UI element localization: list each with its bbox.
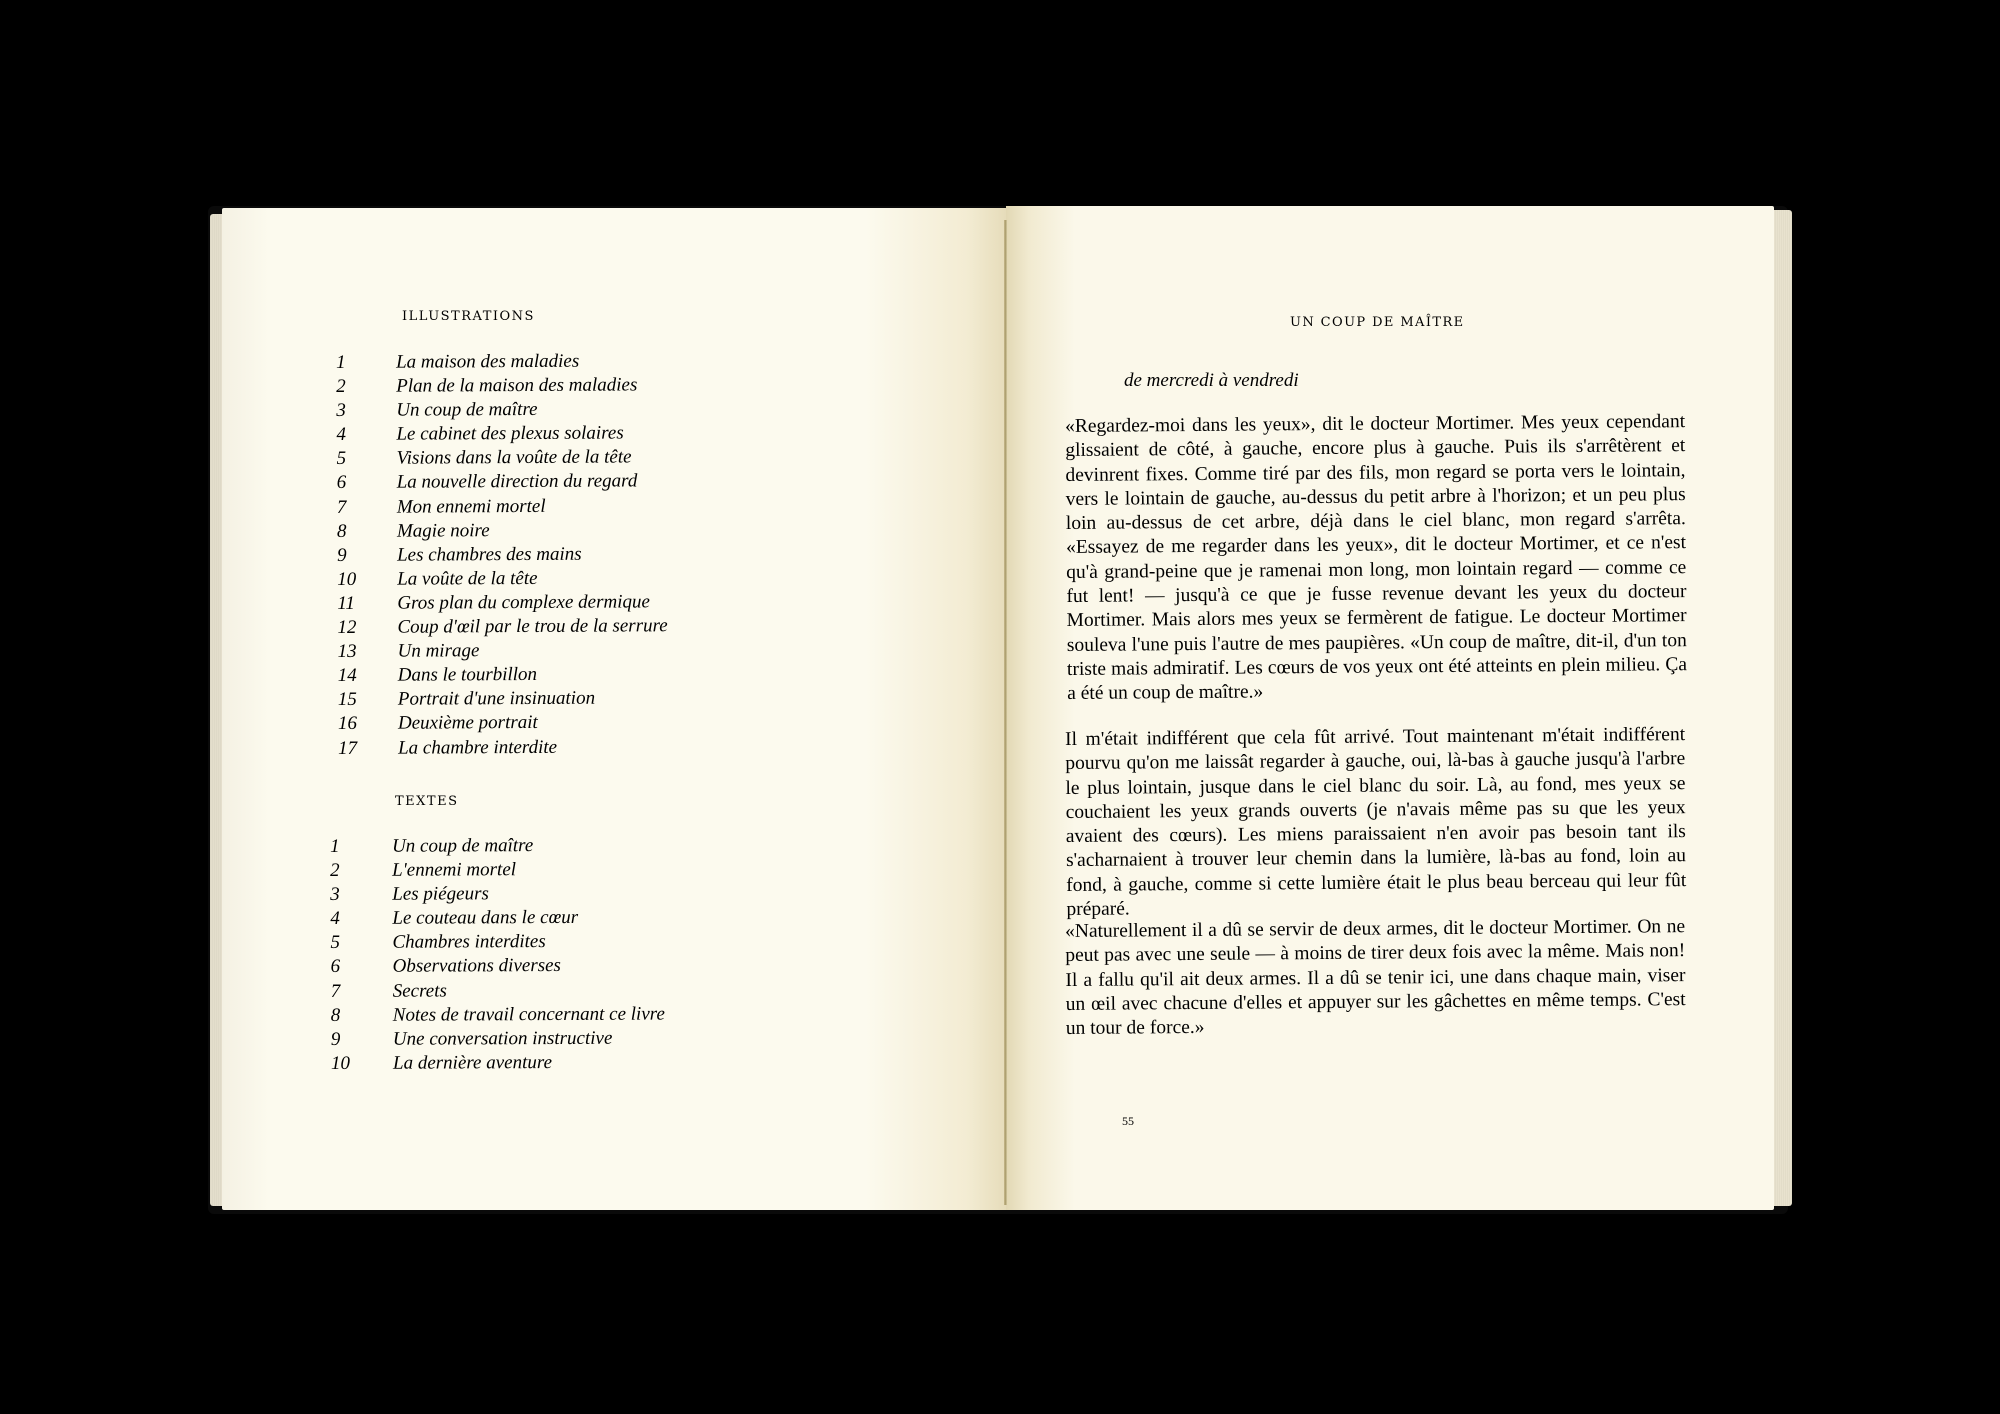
item-title: Observations diverses	[392, 955, 561, 978]
list-item	[338, 688, 668, 714]
item-number: 4	[336, 424, 346, 446]
list-item	[336, 398, 666, 424]
list-item	[331, 1003, 665, 1029]
item-number: 9	[330, 1028, 341, 1050]
page-number: 55	[1122, 1114, 1134, 1128]
chapter-subtitle: de mercredi à vendredi	[1124, 370, 1299, 391]
list-item	[331, 979, 665, 1005]
item-title: Les chambres des mains	[397, 543, 582, 566]
illustrations-heading: ILLUSTRATIONS	[402, 309, 535, 324]
item-title: Visions dans la voûte de la tête	[396, 446, 632, 470]
item-number: 8	[330, 1004, 341, 1026]
item-number: 10	[337, 568, 357, 590]
item-title: Chambres interdites	[392, 931, 546, 954]
item-number: 5	[330, 932, 341, 954]
list-item	[338, 712, 668, 738]
item-number: 11	[337, 592, 355, 614]
right-page-edges	[1774, 210, 1792, 1206]
item-title: Les piégeurs	[392, 883, 489, 905]
item-number: 6	[336, 472, 347, 494]
item-number: 9	[337, 544, 347, 566]
item-title: La dernière aventure	[392, 1051, 553, 1074]
item-title: La chambre interdite	[398, 736, 558, 759]
item-title: Un mirage	[397, 640, 480, 662]
item-title: La nouvelle direction du regard	[396, 470, 638, 494]
list-item	[330, 859, 664, 885]
item-title: Deuxième portrait	[397, 712, 538, 735]
item-title: Le cabinet des plexus solaires	[396, 422, 624, 445]
list-item	[330, 931, 664, 957]
item-number: 2	[330, 860, 340, 882]
item-number: 1	[336, 351, 346, 373]
item-title: Un coup de maître	[396, 399, 538, 421]
item-title: Plan de la maison des maladies	[396, 374, 638, 397]
item-number: 10	[330, 1052, 351, 1074]
item-title: Dans le tourbillon	[397, 664, 538, 686]
item-title: La maison des maladies	[395, 350, 580, 373]
item-number: 14	[337, 665, 357, 687]
paragraph: «Regardez-moi dans les yeux», dit le docteur Mortimer. Mes yeux cependant glissaient de côté, à gauche, encore plus à gauche. Puis ils s'arrêtèrent et devinrent fixes. Comme tiré par des fils, mon regard se porta vers le lointain, vers le lointain de gauche, au-dessus du petit arbre à l'horizon; et un peu plus loin au-dessus de cet arbre, déjà dans le ciel blanc, mon regard s'arrêta. «Essayez de me regarder dans les yeux», dit le docteur Mortimer, et ce n'est qu'à grand-peine que je ramenai mon long, mon lointain regard — comme ce fut lent! — jusqu'à ce que je fusse revenue devant les yeux du docteur Mortimer. Mais alors mes yeux se fermèrent de fatigue. Le docteur Mortimer souleva l'une puis l'autre de mes paupières. «Un coup de maître, dit-il, d'un ton triste mais admiratif. Les cœurs de vos yeux ont été atteints en plein milieu. Ça a été un coup de maître.»	[1065, 411, 1688, 705]
illustrations-list	[336, 350, 668, 761]
item-title: Mon ennemi mortel	[396, 495, 546, 518]
list-item	[338, 736, 668, 762]
item-title: Secrets	[392, 980, 447, 1002]
item-title: Gros plan du complexe dermique	[397, 591, 650, 614]
item-title: Portrait d'une insinuation	[397, 687, 596, 710]
list-item	[330, 835, 664, 861]
list-item	[337, 471, 667, 497]
item-number: 17	[338, 737, 358, 759]
list-item	[331, 1027, 665, 1053]
list-item	[330, 907, 664, 933]
item-number: 13	[337, 641, 357, 663]
list-item	[336, 350, 666, 376]
item-number: 1	[330, 835, 340, 857]
list-item	[331, 1051, 665, 1077]
item-title: Magie noire	[396, 519, 490, 542]
list-item	[337, 567, 667, 593]
item-number: 4	[330, 908, 340, 930]
textes-heading: TEXTES	[395, 794, 459, 809]
item-title: Notes de travail concernant ce livre	[392, 1003, 665, 1026]
item-number: 2	[336, 376, 346, 398]
item-number: 15	[337, 689, 357, 711]
list-item	[337, 591, 667, 617]
list-item	[337, 519, 667, 545]
list-item	[331, 955, 665, 981]
right-page	[1006, 206, 1774, 1210]
item-number: 8	[336, 520, 347, 542]
list-item	[337, 495, 667, 521]
list-item	[337, 543, 667, 569]
item-number: 3	[330, 884, 340, 906]
book-spine	[1004, 220, 1007, 1205]
item-number: 7	[336, 496, 347, 518]
list-item	[338, 663, 668, 689]
item-number: 3	[336, 400, 346, 422]
paragraph: Il m'était indifférent que cela fût arrivé. Tout maintenant m'était indifférent pourvu qu'on me laissât regarder à gauche, oui, là-bas à gauche jusqu'à l'arbre le plus lointain, jusque dans le ciel blanc du soir. Là, au fond, mes yeux se couchaient les yeux grands ouverts (je n'avais même pas su que les yeux avaient des cœurs). Les miens paraissaient n'en avoir pas besoin tant ils s'acharnaient à trouver leur chemin dans la lumière, là-bas au fond, loin au fond, à gauche, comme si cette lumière était le plus beau berceau qui leur fût préparé.	[1065, 724, 1687, 921]
item-title: La voûte de la tête	[397, 567, 538, 590]
item-title: Le couteau dans le cœur	[392, 907, 579, 930]
item-title: Coup d'œil par le trou de la serrure	[397, 615, 668, 638]
textes-list	[330, 835, 665, 1077]
item-title: L'ennemi mortel	[392, 859, 517, 881]
list-item	[336, 423, 666, 449]
item-title: Une conversation instructive	[392, 1027, 613, 1050]
paragraph: «Naturellement il a dû se servir de deux armes, dit le docteur Mortimer. On ne peut pas avec une seule — à moins de tirer deux fois avec la même. Mais non! Il a fallu qu'il ait deux armes. Il a dû se tenir ici, une dans chaque main, viser un œil avec chacune d'elles et appuyer sur les gâchettes en même temps. C'est un tour de force.»	[1065, 916, 1686, 1040]
item-number: 16	[337, 713, 358, 735]
list-item	[330, 883, 664, 909]
item-number: 12	[337, 616, 357, 639]
list-item	[337, 615, 667, 641]
running-head: UN COUP DE MAÎTRE	[1290, 315, 1465, 330]
item-number: 5	[336, 448, 347, 470]
list-item	[336, 374, 666, 400]
item-title: Un coup de maître	[391, 835, 534, 857]
item-number: 6	[330, 956, 341, 978]
list-item	[337, 447, 667, 473]
list-item	[338, 639, 668, 665]
item-number: 7	[330, 980, 341, 1002]
